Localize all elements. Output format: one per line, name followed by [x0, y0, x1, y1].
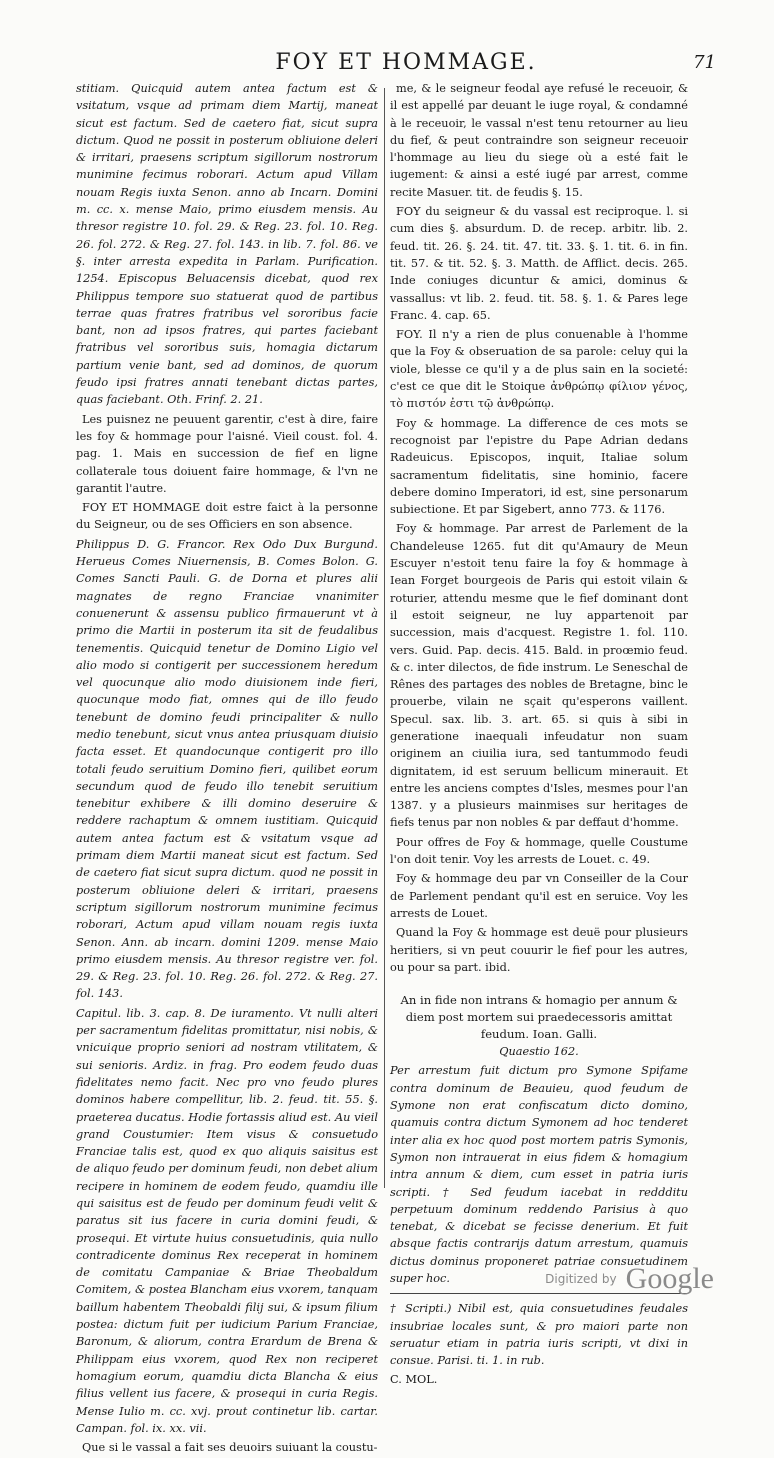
paragraph: Foy & hommage. La difference de ces mots se recognoist par l'epistre du Pape Adrian dedans Radeuicus. Episcopos, inquit, Italiae solum sacramentum fidelitatis, sine hominio, facere debere domino Imperatori, id est, sine personarum subiectione. Et par Sigebert, anno 773. & 1176.: [390, 416, 688, 517]
question-body: Per arrestum fuit dictum pro Symone Spifame contra dominum de Beauieu, quod feudum de Symone non erat confiscatum dicto domino, quamuis contra dictum Symonem ad hoc tenderet inter alia ex hoc quod post mortem patris Symonis, Symon non intrauerat in eius fidem & homagium intra annum & diem, cum esset in patria iuris scripti. † Sed feudum iacebat in reddditu perpetuum dominum reddendo Parisius à quo tenebat, & dicebat se fecisse denerium. Et fuit absque factis contrarijs datum arrestum, quamuis dictus dominus proponeret patriae consuetudinem super hoc.: [390, 1064, 688, 1285]
running-header: [76, 50, 716, 84]
google-logo: Google: [625, 1262, 714, 1295]
paragraph: Capitul. lib. 3. cap. 8. De iuramento. Vt nulli alteri per sacramentum fidelitas promittatur, nisi nobis, & vnicuique proprio seniori ad nostram vtilitatem, & sui senioris. Ardiz. in frag. Pro eodem feudo duas fidelitates nemo facit. Nec pro vno feudo plures dominos habere compellitur, lib. 2. feud. tit. 55. §. praeterea ducatus. Hodie fortassis aliud est. Au vieil grand Coustumier: Item visus & consuetudo Franciae talis est, quod ex quo aliquis saisitus est de aliquo feudo per dominum feudi, non debet alium recipere in hominem de eodem feudo, quamdiu ille qui saisitus est de feudo per dominum feudi velit & paratus sit ius facere in curia domini feudi, & prosequi. Et virtute huius consuetudinis, quia nullo contradicente dominus Rex receperat in hominem de comitatu Campaniae & Briae Theobaldum Comitem, & postea Blancham eius vxorem, tanquam baillum habentem Theobaldi filij sui, & ipsum filium postea: dictum fuit per iudicium Parium Franciae, Baronum, & aliorum, contra Erardum de Brena & Philippam eius vxorem, quod Rex non reciperet homagium eorum, quamdiu dicta Blancha & eius filius vellent ius facere, & prosequi in curia Regis. Mense Iulio m. cc. xvj. prout continetur lib. cartar. Campan. fol. ix. xx. vii.: [76, 1006, 378, 1435]
running-title: FOY ET HOMMAGE.: [275, 50, 537, 75]
digitization-watermark: [545, 1262, 714, 1296]
paragraph: Les puisnez ne peuuent garentir, c'est à dire, faire les foy & hommage pour l'aisné. Vieil coust. fol. 4. pag. 1. Mais en succession de fief en ligne collaterale tous doiuent faire hommage, & l'vn ne garantit l'autre.: [76, 412, 378, 495]
paragraph: Foy & hommage. Par arrest de Parlement de la Chandeleuse 1265. fut dit qu'Amaury de Meun Escuyer n'estoit tenu faire la foy & hommage à Iean Forget bourgeois de Paris qui estoit vilain & roturier, attendu mesme que le fief dominant dont il estoit seigneur, ne luy appartenoit par succession, mais d'acquest. Registre 1. fol. 110. vers. Guid. Pap. decis. 415. Bald. in proœmio feud. & c. inter dilectos, de fide instrum. Le Seneschal de Rênes des partages des nobles de Bretagne, binc le prouerbe, vilain ne sçait qu'esperons vaillent. Specul. sax. lib. 3. art. 65. si quis à sibi in generatione inaequali infeudatur non suam originem an ciuilia iura, sed tantummodo feudi dignitatem, id est seruum bellicum minerauit. Et entre les anciens comptes d'Isles, mesmes pour l'an 1387. y a plusieurs mainmises sur heritages de fiefs tenus par non nobles & par deffaut d'homme.: [390, 522, 688, 830]
question-number: Quaestio 162.: [499, 1045, 579, 1059]
paragraph: Que si le vassal a fait ses deuoirs suiuant la coustu-: [82, 1441, 378, 1455]
right-column-paragraphs: [390, 80, 688, 976]
paragraph: Philippus D. G. Francor. Rex Odo Dux Burgund. Herueus Comes Niuernensis, B. Comes Bolon. G. Comes Sancti Pauli. G. de Dorna et plures alii magnates de regno Franciae vnanimiter conuenerunt & assensu publico firmauerunt vt à primo die Martii in posterum ita sit de feudalibus tenementis. Quicquid tenetur de Domino Ligio vel alio modo si contigerit per successionem heredum vel quocunque alio modo diuisionem inde fieri, quocunque modo fiat, omnes qui de illo feudo tenebunt de domino feudi principaliter & nullo medio tenebunt, sicut vnus antea priusquam diuisio facta esset. Et quandocunque contigerit pro illo totali feudo seruitium Domino fieri, quilibet eorum secundum quod de feudo illo tenebit seruitium tenebitur exhibere & illi domino deseruire & reddere rachaptum & omnem iustitiam. Quicquid autem antea factum est & vsitatum vsque ad primam diem Martii maneat sicut est factum. Sed de caetero fiat sicut supra dictum. quod ne possit in posterum obliuione deleri & irritari, praesens scriptum sigillorum nostrorum munimine fecimus roborari, Actum apud villam nouam regis iuxta Senon. Ann. ab incarn. domini 1209. mense Maio primo eiusdem mensis. Au thresor registre ver. fol. 29. & Reg. 23. fol. 10. Reg. 26. fol. 272. & Reg. 27. fol. 143.: [76, 537, 378, 1001]
page-number: 71: [693, 52, 716, 73]
question-heading: An in fide non intrans & homagio per annum & diem post mortem sui praedecessoris amittat feudum. Ioan. Galli.: [400, 993, 678, 1042]
paragraph: stitiam. Quicquid autem antea factum est & vsitatum, vsque ad primam diem Martij, maneat sicut est factum. Sed de caetero fiat, sicut supra dictum. Quod ne possit in posterum obliuione deleri & irritari, praesens scriptum sigillorum nostrorum munimine fecimus roborari. Actum apud Villam nouam Regis iuxta Senon. anno ab Incarn. Domini m. cc. x. mense Maio, primo eiusdem mensis. Au thresor registre 10. fol. 29. & Reg. 23. fol. 10. Reg. 26. fol. 272. & Reg. 27. fol. 143. in lib. 7. fol. 86. ve §. inter arresta expedita in Parlam. Purification. 1254. Episcopus Beluacensis dicebat, quod rex Philippus tempore suo statuerat quod de partibus terrae quas fratres fratribus vel sororibus facie bant, non ad ipsos fratres, qui partes faciebant fratribus vel sororibus suis, homagia dictarum partium venie bant, sed ad dominos, de quorum feudo ipsi fratres annati tenebant dictas partes, quas faciebant. Oth. Frinf. 2. 21.: [76, 82, 378, 407]
note-signature: C. MOL.: [390, 1373, 438, 1387]
column-divider: [384, 88, 385, 1188]
paragraph: FOY ET HOMMAGE doit estre faict à la personne du Seigneur, ou de ses Officiers en son absence.: [76, 501, 378, 532]
spacer: [390, 978, 688, 986]
paragraph: FOY du seigneur & du vassal est reciproque. l. si cum dies §. absurdum. D. de recep. arbitr. lib. 2. feud. tit. 26. §. 24. tit. 47. tit. 33. §. 1. tit. 6. in fin. tit. 57. & tit. 52. §. 3. Matth. de Afflict. decis. 265. Inde coniuges dicuntur & amici, dominus & vassallus: vt lib. 2. feud. tit. 58. §. 1. & Pares lege Franc. 4. cap. 65.: [390, 205, 688, 322]
right-column: [390, 80, 688, 1389]
paragraph: me, & le seigneur feodal aye refusé le receuoir, & il est appellé par deuant le iuge royal, & condamné à le receuoir, le vassal n'est tenu retourner au lieu du fief, & peut contraindre son seigneur receuoir l'hommage au lieu du siege où a esté fait le iugement: & ainsi a esté iugé par arrest, comme recite Masuer. tit. de feudis §. 15.: [390, 82, 688, 199]
paragraph: Quand la Foy & hommage est deuë pour plusieurs heritiers, si vn peut couurir le fief pour les autres, ou pour sa part. ibid.: [390, 926, 688, 974]
question-note: † Scripti.) Nibil est, quia consuetudines feudales insubriae locales sunt, & pro maiori parte non seruatur etiam in patria iuris scripti, vt dixi in consue. Parisi. ti. 1. in rub.: [390, 1302, 688, 1368]
left-column: [76, 80, 378, 1458]
watermark-prefix: Digitized by: [545, 1272, 617, 1286]
paragraph: Foy & hommage deu par vn Conseiller de la Cour de Parlement pendant qu'il est en seruice. Voy les arrests de Louet.: [390, 872, 688, 920]
paragraph: Pour offres de Foy & hommage, quelle Coustume l'on doit tenir. Voy les arrests de Louet. c. 49.: [390, 835, 688, 867]
paragraph: FOY. Il n'y a rien de plus conuenable à l'homme que la Foy & obseruation de sa parole: celuy qui la viole, blesse ce qu'il y a de plus sain en la societé: c'est ce que dit le Stoique ἀνθρώπῳ φίλιον γένος, τὸ πιστόν ἐστι τῷ ἀνθρώπῳ.: [390, 328, 688, 411]
